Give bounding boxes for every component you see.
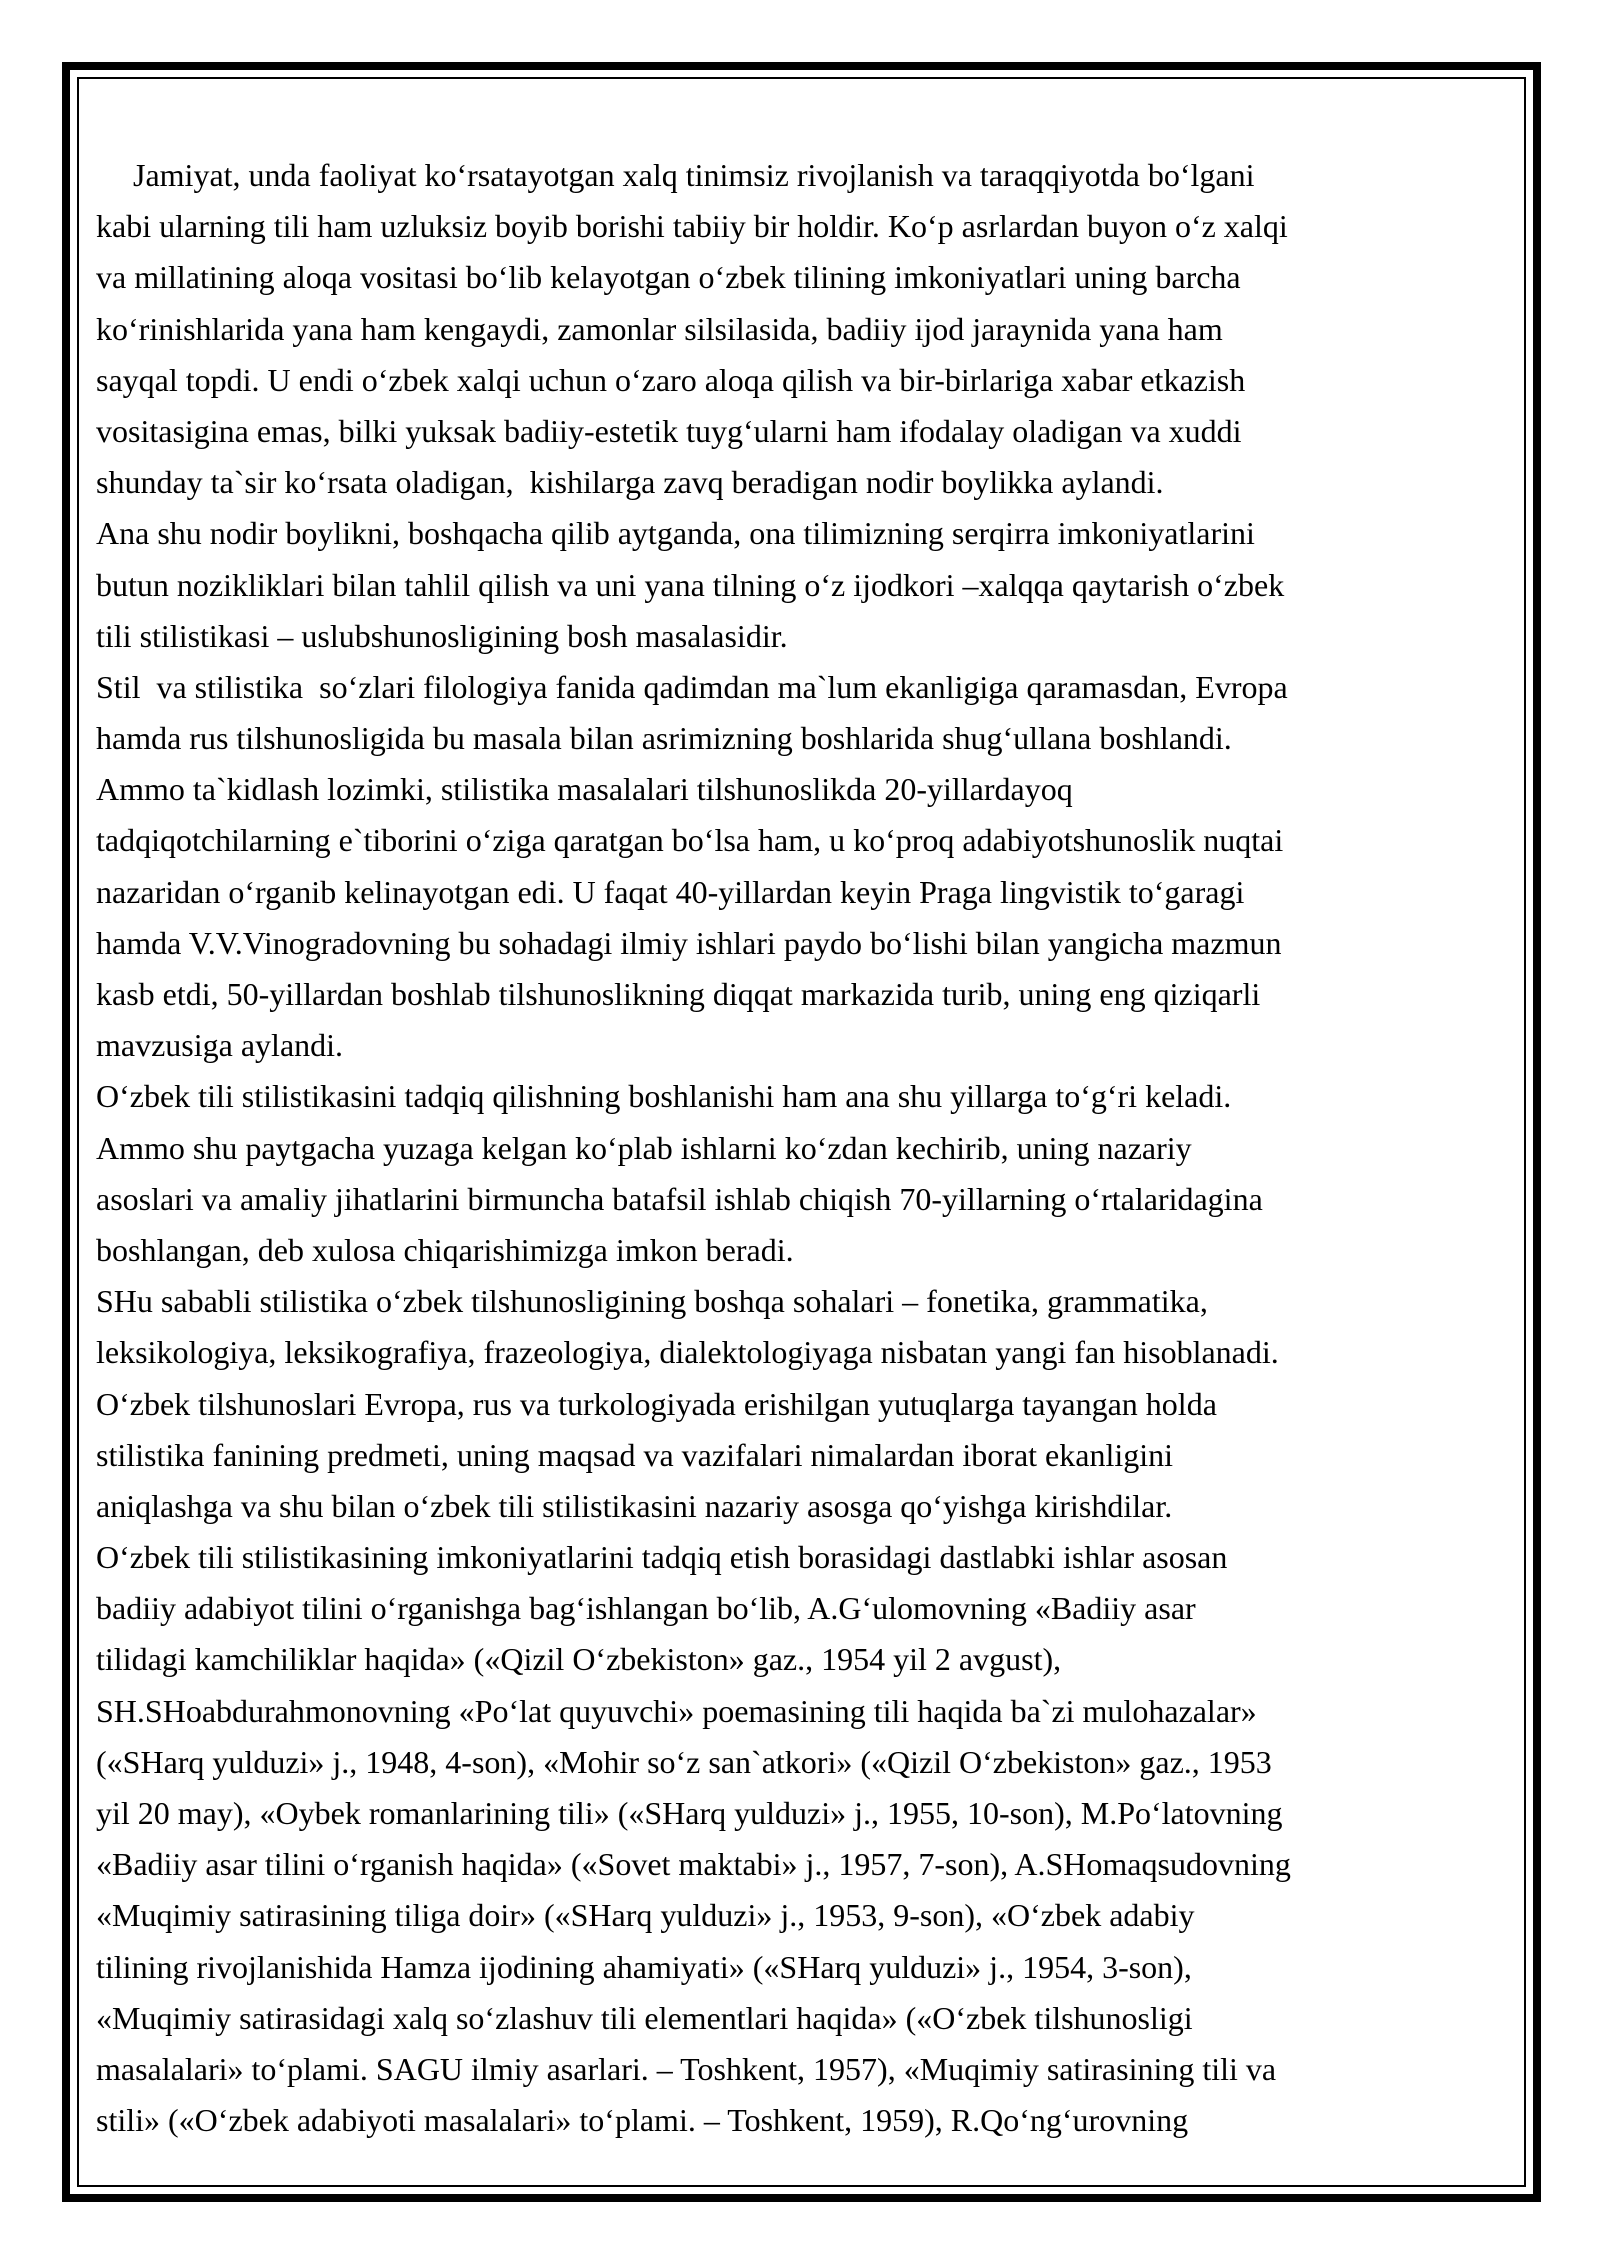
paragraph [96, 508, 1526, 662]
document-body [96, 150, 1526, 2146]
text-line: kabi ularning tili ham uzluksiz boyib borishi tabiiy bir holdir. Ko‘p asrlardan buyon o‘z xalqi [96, 208, 1288, 245]
text-line: tilidagi kamchiliklar haqida» («Qizil O‘zbekiston» gaz., 1954 yil 2 avgust), [96, 1641, 1062, 1678]
paragraph [96, 150, 1526, 508]
text-line: O‘zbek tili stilistikasini tadqiq qilishning boshlanishi ham ana shu yillarga to‘g‘ri keladi. [96, 1078, 1232, 1115]
paragraph [96, 662, 1526, 1072]
text-line: Ammo ta`kidlash lozimki, stilistika masalalari tilshunoslikda 20-yillardayoq [96, 771, 1073, 808]
text-line: nazaridan o‘rganib kelinayotgan edi. U faqat 40-yillardan keyin Praga lingvistik to‘garagi [96, 873, 1245, 910]
text-line: aniqlashga va shu bilan o‘zbek tili stilistikasini nazariy asosga qo‘yishga kirishdilar. [96, 1487, 1173, 1524]
text-line: yil 20 may), «Oybek romanlarining tili» («SHarq yulduzi» j., 1955, 10-son), M.Po‘latovning [96, 1795, 1283, 1831]
text-line: masalalari» to‘plami. SAGU ilmiy asarlari. – Toshkent, 1957), «Muqimiy satirasining tili va [96, 2050, 1277, 2087]
text-line: asoslari va amaliy jihatlarini birmuncha batafsil ishlab chiqish 70-yillarning o‘rtalaridagina [96, 1180, 1263, 1217]
text-line: Jamiyat, unda faoliyat ko‘rsatayotgan xalq tinimsiz rivojlanish va taraqqiyotda bo‘lgani [133, 157, 1255, 193]
text-line: shunday ta`sir ko‘rsata oladigan, kishilarga zavq beradigan nodir boylikka aylandi. [96, 464, 1164, 501]
text-line: SHu sababli stilistika o‘zbek tilshunosligining boshqa sohalari – fonetika, grammatika, [96, 1283, 1208, 1320]
text-line: stilistika fanining predmeti, uning maqsad va vazifalari nimalardan iborat ekanligini [96, 1436, 1174, 1473]
text-line: mavzusiga aylandi. [96, 1027, 344, 1064]
text-line: «Badiiy asar tilini o‘rganish haqida» («Sovet maktabi» j., 1957, 7-son), A.SHomaqsudovning [96, 1846, 1291, 1883]
paragraph [96, 1532, 1526, 2146]
text-line: leksikologiya, leksikografiya, frazeologiya, dialektologiyaga nisbatan yangi fan hisoblanadi. [96, 1334, 1279, 1371]
text-line: O‘zbek tilshunoslari Evropa, rus va turkologiyada erishilgan yutuqlarga tayangan holda [96, 1385, 1217, 1422]
text-line: kasb etdi, 50-yillardan boshlab tilshunoslikning diqqat markazida turib, uning eng qiziqarli [96, 976, 1261, 1012]
text-line: «Muqimiy satirasining tiliga doir» («SHarq yulduzi» j., 1953, 9-son), «O‘zbek adabiy [96, 1897, 1195, 1934]
text-line: Stil va stilistika so‘zlari filologiya fanida qadimdan ma`lum ekanligiga qaramasdan, Evropa [96, 668, 1288, 705]
paragraph [96, 1276, 1526, 1532]
text-line: va millatining aloqa vositasi bo‘lib kelayotgan o‘zbek tilining imkoniyatlari uning barcha [96, 259, 1241, 296]
text-line: ko‘rinishlarida yana ham kengaydi, zamonlar silsilasida, badiiy ijod jaraynida yana ham [96, 310, 1223, 347]
text-line: O‘zbek tili stilistikasining imkoniyatlarini tadqiq etish borasidagi dastlabki ishlar asosan [96, 1539, 1228, 1576]
text-line: vositasigina emas, bilki yuksak badiiy-estetik tuyg‘ularni ham ifodalay oladigan va xuddi [96, 412, 1242, 449]
text-line: boshlangan, deb xulosa chiqarishimizga imkon beradi. [96, 1231, 794, 1268]
text-line: sayqal topdi. U endi o‘zbek xalqi uchun o‘zaro aloqa qilish va bir-birlariga xabar etkazish [96, 361, 1246, 398]
text-line: hamda V.V.Vinogradovning bu sohadagi ilmiy ishlari paydo bo‘lishi bilan yangicha mazmun [96, 924, 1282, 961]
text-line: stili» («O‘zbek adabiyoti masalalari» to‘plami. – Toshkent, 1959), R.Qo‘ng‘urovning [96, 2102, 1189, 2139]
text-line: Ana shu nodir boylikni, boshqacha qilib aytganda, ona tilimizning serqirra imkoniyatlarini [96, 515, 1255, 552]
text-line: SH.SHoabdurahmonovning «Po‘lat quyuvchi» poemasining tili haqida ba`zi mulohazalar» [96, 1692, 1257, 1729]
text-line: hamda rus tilshunosligida bu masala bilan asrimizning boshlarida shug‘ullana boshlandi. [96, 720, 1232, 757]
text-line: tilining rivojlanishida Hamza ijodining ahamiyati» («SHarq yulduzi» j., 1954, 3-son), [96, 1948, 1192, 1985]
text-line: tadqiqotchilarning e`tiborini o‘ziga qaratgan bo‘lsa ham, u ko‘proq adabiyotshunoslik nuqtai [96, 822, 1284, 859]
text-line: Ammo shu paytgacha yuzaga kelgan ko‘plab ishlarni ko‘zdan kechirib, uning nazariy [96, 1129, 1192, 1166]
paragraph [96, 1071, 1526, 1276]
text-line: («SHarq yulduzi» j., 1948, 4-son), «Mohir so‘z san`atkori» («Qizil O‘zbekiston» gaz., 1953 [96, 1743, 1272, 1780]
text-line: butun nozikliklari bilan tahlil qilish va uni yana tilning o‘z ijodkori –xalqqa qaytarish o‘zbek [96, 566, 1285, 603]
text-line: «Muqimiy satirasidagi xalq so‘zlashuv tili elementlari haqida» («O‘zbek tilshunosligi [96, 1999, 1193, 2036]
text-line: tili stilistikasi – uslubshunosligining bosh masalasidir. [96, 617, 788, 654]
text-line: badiiy adabiyot tilini o‘rganishga bag‘ishlangan bo‘lib, A.G‘ulomovning «Badiiy asar [96, 1590, 1196, 1627]
